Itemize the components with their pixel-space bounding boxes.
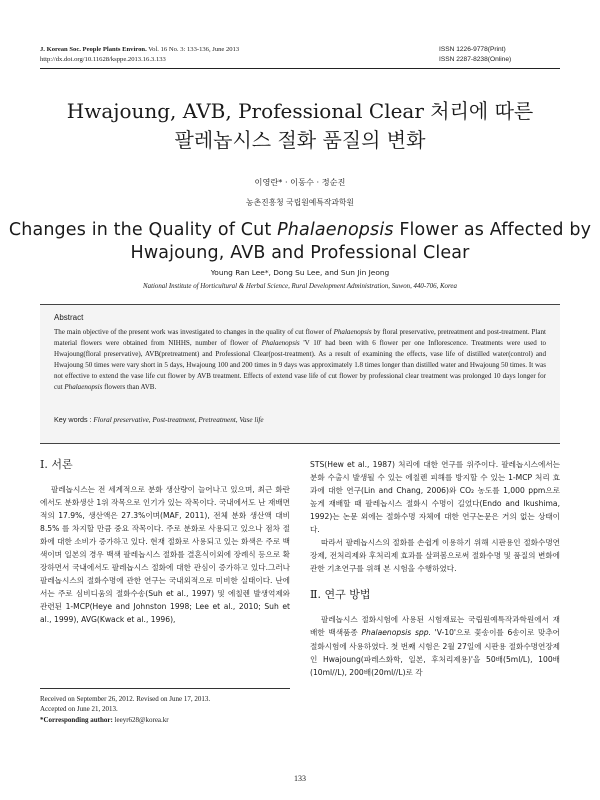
english-title xyxy=(0,219,600,265)
korean-authors: 이영란* · 이동수 · 정순진 xyxy=(254,177,346,187)
journal-name: J. Korean Soc. People Plants Environ. xyxy=(40,46,147,53)
right-column xyxy=(310,458,560,679)
english-title-part1: Changes in the Quality of Cut xyxy=(8,220,278,240)
english-title-italic: Phalaenopsis xyxy=(277,220,394,240)
page-number: 133 xyxy=(294,774,306,783)
korean-title xyxy=(0,97,600,155)
methods-seg: 'V-10'으로 꽃송이를 6송이로 맞추어 절화시험에 사용하였다. 첫 번째 시험은 2월 27일에 시판용 절화수명연장제인 Hwajoung(파레스화학, 일본, 후처리제용)'을 50배(5ml/L), 100배(10ml//L), 200배(20ml//L)로 각 xyxy=(310,628,561,677)
section-heading-methods: Ⅱ. 연구 방법 xyxy=(310,588,371,602)
korean-title-line1: Hwajoung, AVB, Professional Clear 처리에 따른 xyxy=(66,99,534,123)
footnote xyxy=(40,694,300,725)
issn-block xyxy=(439,45,559,65)
issn-print: ISSN 1226-9778(Print) xyxy=(439,46,506,53)
left-column xyxy=(40,458,290,627)
abstract-genus: Phalaenopsis xyxy=(333,328,372,336)
abstract-seg: flowers than AVB. xyxy=(102,383,157,392)
corresponding-label: *Corresponding author: xyxy=(40,715,113,724)
abstract-text xyxy=(54,327,546,394)
english-affiliation: National Institute of Horticultural & Herbal Science, Rural Development Administration, Suwon, 440-706, Korea xyxy=(143,283,457,290)
journal-volume: Vol. 16 No. 3: 133-136, June 2013 xyxy=(148,46,240,53)
abstract-genus: Phalaenopsis xyxy=(261,339,300,348)
abstract-genus: Phalaenopsis xyxy=(64,383,103,392)
corresponding-email[interactable]: leeyr628@korea.kr xyxy=(112,715,169,724)
received-date: Received on September 26, 2012. Revised on June 17, 2013. xyxy=(40,695,211,703)
english-title-line2: Hwajoung, AVB and Professional Clear xyxy=(130,243,470,263)
abstract-seg: 'V 10' had been with 6 flower per one Inflorescence. Treatments were used to Hwajoung(floral preservative), AVB(pretreatment) and Professional Clear(post-treatment). As a result of examining the effects, vase life of distilled water(control) and Hwajoung 50 times were vary short in 5 days, Hwajoung 100 and 200 times in 9 days was approximately 1.8 times longer than distilled water and Hwajoung 50 times. It was not effective to extend the vase life cut flower by AVB treatment. Effects of extend vase life of cut flower by professional clear treatment was prolonged 10 days longer for cut xyxy=(54,339,546,392)
abstract-box xyxy=(40,304,560,444)
abstract-seg: The main objective of the present work was investigated to changes in the quality of cut flower of xyxy=(54,328,334,336)
accepted-date: Accepted on June 21, 2013. xyxy=(40,705,118,714)
methods-species: Phalaenopsis spp. xyxy=(361,628,431,638)
intro-paragraph-last: 따라서 팔레놉시스의 절화를 손쉽게 이용하기 위해 시판용인 절화수명연장제, 전처리제와 후처리제 효과를 살펴봄으로써 절화수명 및 품질의 변화에 관한 기초연구를 위해 본 시험을 수행하였다. xyxy=(310,538,560,574)
journal-header xyxy=(40,45,239,65)
doi-link[interactable]: http://dx.doi.org/10.11628/ksppe.2013.16.3.133 xyxy=(40,56,166,63)
korean-title-line2: 팔레놉시스 절화 품질의 변화 xyxy=(174,128,426,152)
footnote-divider xyxy=(40,688,290,689)
methods-paragraph xyxy=(310,613,560,678)
english-title-part2: Flower as Affected by xyxy=(393,220,592,240)
header-divider xyxy=(40,68,560,69)
korean-affiliation: 농촌진흥청 국립원예특작과학원 xyxy=(246,198,354,207)
keywords-list: Floral preservative, Post-treatment, Pretreatment, Vase life xyxy=(91,416,264,424)
abstract-seg: by floral preservative, pretreatment and post-treatment. Plant material flowers were obtained from NIHHS, number of flower of xyxy=(54,328,546,348)
section-heading-intro: Ⅰ. 서론 xyxy=(40,458,73,471)
abstract-heading: Abstract xyxy=(54,313,84,322)
english-authors: Young Ran Lee*, Dong Su Lee, and Sun Jin Jeong xyxy=(210,268,390,277)
intro-paragraph: 팔레놉시스는 전 세계적으로 분화 생산량이 늘어나고 있으며, 최근 화란에서도 분화생산 1위 작목으로 인기가 있는 작목이다. 국내에서도 난 재배면적의 17.9%, 생산액은 27.3%이며(MAF, 2011), 전체 분화 생산액 대비 8.5% 를 차지할 만큼 중요 작목이다. 주로 분화로 사용되고 있으나 점차 절화에 대한 소비가 증가하고 있다. 현재 절화로 사용되고 있는 화색은 주로 백색이며 일본의 경우 백색 팔레놉시스 절화를 결혼식이외에 장례식 등으로 확장하면서 국내에서도 팔레놉시스 절화에 대한 관심이 증가하고 있다.그러나 팔레놉시스의 절화수명에 관한 연구는 국내외적으로 미비한 실태이다. 난에서는 주로 심비디움의 절화수송(Suh et al., 1997) 및 에칠렌 발생억제와 관련된 1-MCP(Heye and Johnston 1998; Lee et al., 2010; Suh et al., 1999), AVG(Kwack et al., 1996), xyxy=(40,485,290,625)
intro-paragraph-cont: STS(Hew et al., 1987) 처리에 대한 연구를 위주이다. 팔레놉시스에서는 분화 수출시 발생될 수 있는 에칠렌 피해를 방지할 수 있는 1-MCP 처리 효과에 대한 연구(Lin and Chang, 2006)와 CO₂ 농도를 1,000 ppm으로 높게 재배할 때 팔레놉시스 절화시 수명이 길었다(Endo and Ikushima, 1992)는 논문 외에는 절화수명 자체에 대한 연구논문은 거의 없는 상태이다. xyxy=(310,460,560,535)
issn-online: ISSN 2287-8238(Online) xyxy=(439,56,512,63)
methods-seg: 팔레놉시스 절화시험에 사용된 시험재료는 국립원예특작과학원에서 재배한 백색품종 xyxy=(310,615,560,638)
keywords-label: Key words : xyxy=(54,415,92,424)
keywords xyxy=(54,415,546,424)
